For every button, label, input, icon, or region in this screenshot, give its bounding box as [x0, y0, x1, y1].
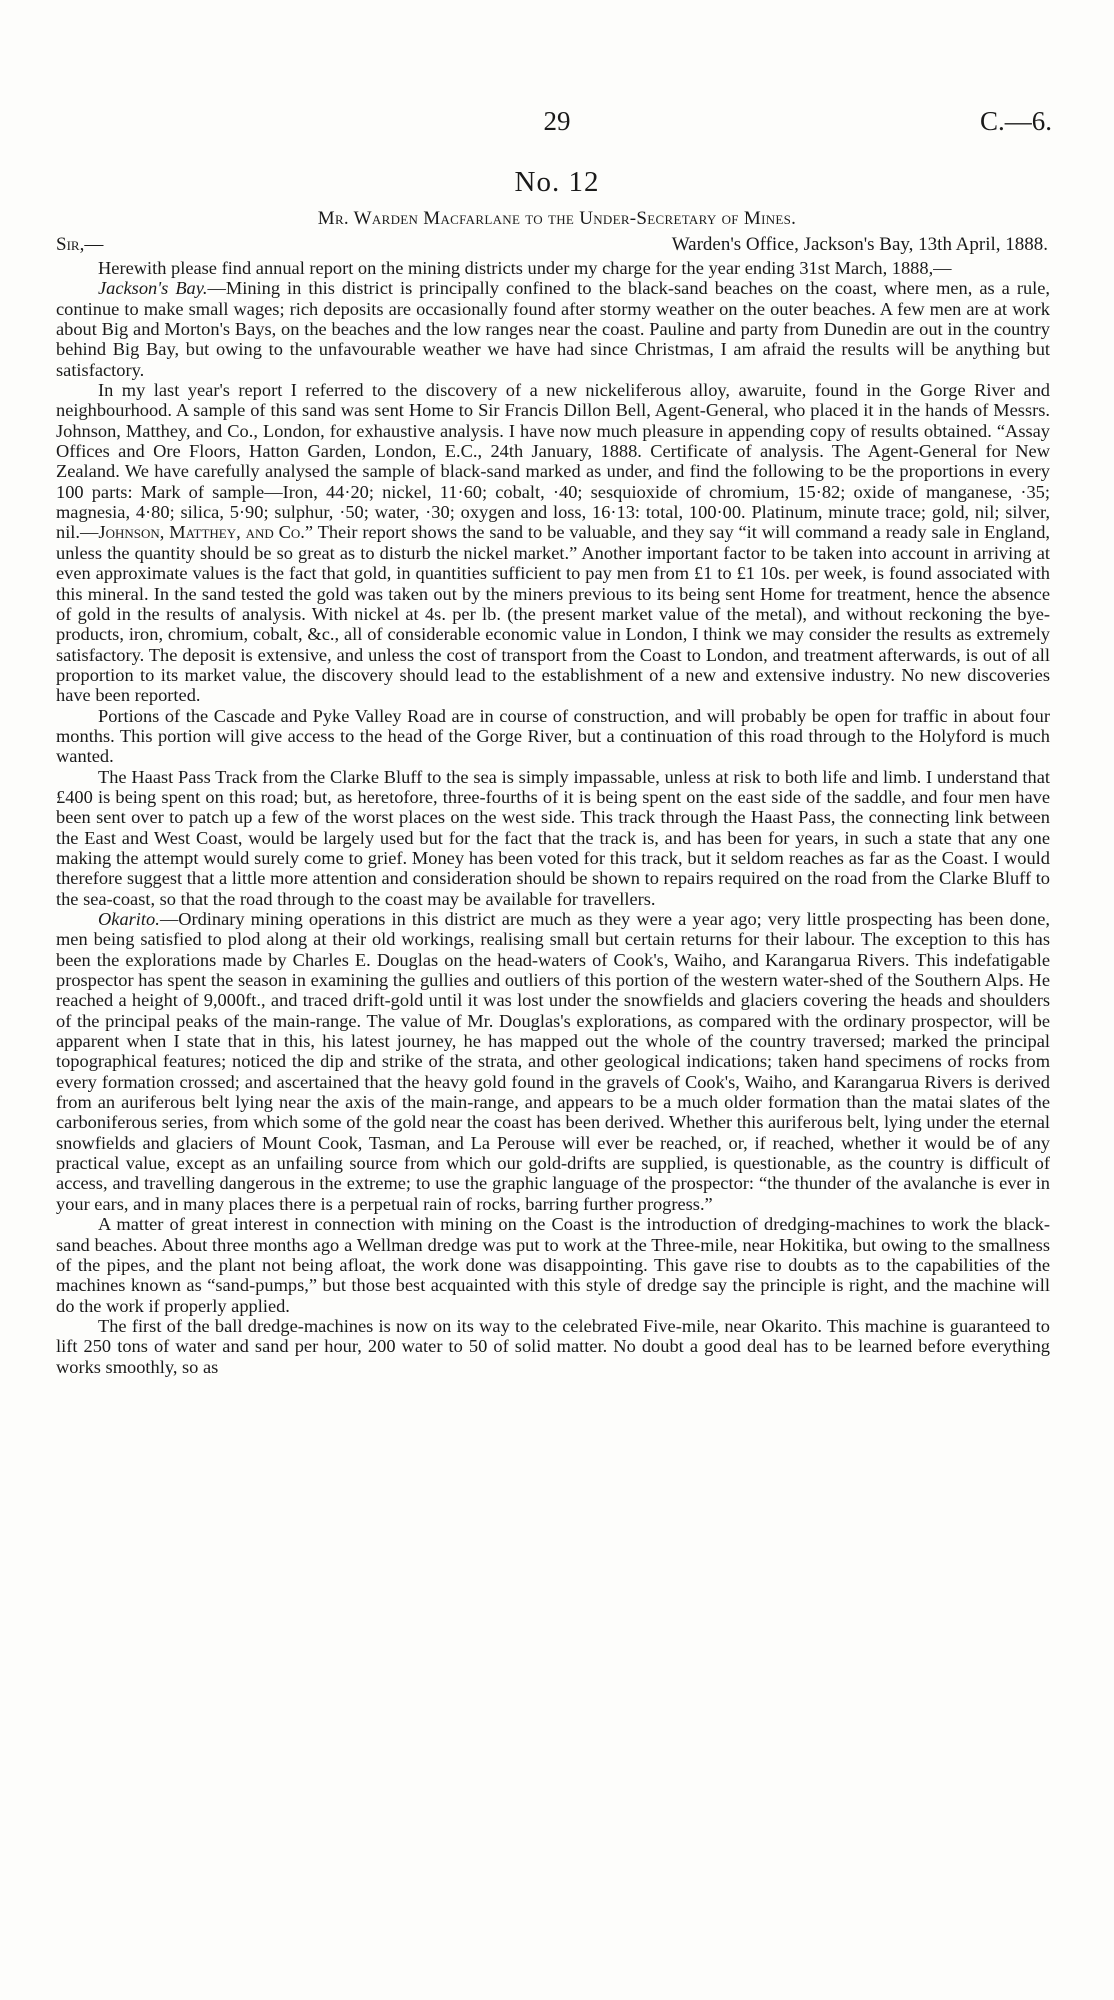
paragraph-text: The Haast Pass Track from the Clarke Bluff to the sea is simply impassable, unless at risk to both life and limb. I understand that £400 is being spent on this road; but, as heretofore, three-fourths of it is being spent on the east side of the saddle, and four men have been sent over to patch up a few of the worst places on the west side. This track through the Haast Pass, the connecting link between the East and West Coast, would be largely used but for the fact that the track is, and has been for years, in such a state that any one making the attempt would surely come to grief. Money has been voted for this track, but it seldom reaches as far as the Coast. I would therefore suggest that a little more attention and consideration should be shown to repairs required on the road from the Clarke Bluff to the sea-coast, so that the road through to the coast may be available for travellers.: [56, 766, 1050, 909]
report-body: [56, 258, 1050, 1377]
paragraph-intro: [56, 258, 1050, 278]
paragraph-text-continued: ” Their report shows the sand to be valuable, and they say “it will command a ready sale in England, unless the quantity should be so great as to disturb the nickel market.” Another important factor to be taken into account in arriving at even approximate values is the fact that gold, in quantities sufficient to pay men from £1 to £1 10s. per week, is found associated with this mineral. In the sand tested the gold was taken out by the miners previous to its being sent Home for treatment, hence the absence of gold in the results of analysis. With nickel at 4s. per lb. (the present market value of the metal), and without reckoning the bye-products, iron, chromium, cobalt, &c., all of considerable economic value in London, I think we may consider the results as extremely satisfactory. The deposit is extensive, and unless the cost of transport from the Coast to London, and treatment afterwards, is out of all proportion to its market value, the discovery should lead to the establishment of a new and extensive industry. No new discoveries have been reported.: [56, 522, 1050, 706]
salutation: Sir,—: [56, 234, 104, 255]
analyst-signoff: Johnson, Matthey, and Co.: [98, 522, 305, 543]
page-number: 29: [543, 106, 571, 136]
document-title: Mr. Warden Macfarlane to the Under-Secretary of Mines.: [317, 208, 797, 229]
section-lead-jacksons-bay: Jackson's Bay.: [98, 278, 208, 299]
paragraph-haast-pass: [56, 767, 1050, 909]
paragraph-jacksons-bay: [56, 278, 1050, 380]
paragraph-awaruite-analysis: [56, 380, 1050, 706]
paragraph-text: The first of the ball dredge-machines is now on its way to the celebrated Five-mile, near Okarito. This machine is guaranteed to lift 250 tons of water and sand per hour, 200 water to 50 of solid matter. No doubt a good deal has to be learned before everything works smoothly, so as: [56, 1315, 1050, 1377]
paragraph-okarito: [56, 909, 1050, 1214]
paragraph-ball-dredge: [56, 1316, 1050, 1377]
section-lead-okarito: Okarito.: [98, 909, 160, 929]
dateline: Warden's Office, Jackson's Bay, 13th April, 1888.: [671, 234, 1048, 255]
paragraph-text: —Mining in this district is principally confined to the black-sand beaches on the coast, where men, as a rule, continue to make small wages; rich deposits are occasionally found after stormy weather on the outer beaches. A few men are at work about Big and Morton's Bays, on the beaches and the low ranges near the coast. Pauline and party from Dunedin are out in the country behind Big Bay, but owing to the unfavourable weather we have had since Christmas, I am afraid the results will be anything but satisfactory.: [56, 278, 1051, 380]
document-reference: C.—6.: [979, 106, 1052, 136]
paragraph-text: Portions of the Cascade and Pyke Valley Road are in course of construction, and will probably be open for traffic in about four months. This portion will give access to the head of the Gorge River, but a continuation of this road through to the Holyford is much wanted.: [56, 705, 1050, 767]
paragraph-text: Herewith please find annual report on the mining districts under my charge for the year ending 31st March, 1888,—: [98, 258, 952, 278]
paragraph-text: A matter of great interest in connection with mining on the Coast is the introduction of dredging-machines to work the black-sand beaches. About three months ago a Wellman dredge was put to work at the Three-mile, near Hokitika, but owing to the smallness of the pipes, and the plant not being afloat, the work done was disappointing. This gave rise to doubts as to the capabilities of the machines known as “sand-pumps,” but those best acquainted with this style of dredge say the principle is right, and the machine will do the work if properly applied.: [56, 1214, 1050, 1316]
paragraph-dredging: [56, 1214, 1050, 1316]
paragraph-text: In my last year's report I referred to the discovery of a new nickeliferous alloy, awaruite, found in the Gorge River and neighbourhood. A sample of this sand was sent Home to Sir Francis Dillon Bell, Agent-General, who placed it in the hands of Messrs. Johnson, Matthey, and Co., London, for exhaustive analysis. I have now much pleasure in appending copy of results obtained. “Assay Offices and Ore Floors, Hatton Garden, London, E.C., 24th January, 1888. Certificate of analysis. The Agent-General for New Zealand. We have carefully analysed the sample of black-sand marked as under, and find the following to be the proportions in every 100 parts: Mark of sample—Iron, 44·20; nickel, 11·60; cobalt, ·40; sesquioxide of chromium, 15·82; oxide of manganese, ·35; magnesia, 4·80; silica, 5·90; sulphur, ·50; water, ·30; oxygen and loss, 16·13: total, 100·00. Platinum, minute trace; gold, nil; silver, nil.—: [56, 380, 1050, 543]
paragraph-cascade-road: [56, 706, 1050, 767]
document-number-heading: No. 12: [514, 166, 600, 198]
paragraph-text: —Ordinary mining operations in this district are much as they were a year ago; very little prospecting has been done, men being satisfied to plod along at their old workings, realising small but certain returns for their labour. The exception to this has been the explorations made by Charles E. Douglas on the head-waters of Cook's, Waiho, and Karangarua Rivers. This indefatigable prospector has spent the season in examining the gullies and outliers of this portion of the western water-shed of the Southern Alps. He reached a height of 9,000ft., and traced drift-gold until it was lost under the snowfields and glaciers covering the heads and shoulders of the principal peaks of the main-range. The value of Mr. Douglas's explorations, as compared with the ordinary prospector, will be apparent when I state that in this, his latest journey, he has mapped out the whole of the country traversed; marked the principal topographical features; noticed the dip and strike of the strata, and other geological indications; taken hand specimens of rocks from every formation crossed; and ascertained that the heavy gold found in the gravels of Cook's, Waiho, and Karangarua Rivers is derived from an auriferous belt lying near the axis of the main-range, and appears to be a much older formation than the matai slates of the carboniferous series, from which some of the gold near the coast has been derived. Whether this auriferous belt, lying under the eternal snowfields and glaciers of Mount Cook, Tasman, and La Perouse will ever be reached, or, if reached, whether it would be of any practical value, except as an unfailing source from which our gold-drifts are supplied, is questionable, as the country is difficult of access, and travelling dangerous in the extreme; to use the graphic language of the prospector: “the thunder of the avalanche is ever in your ears, and in many places there is a perpetual rain of rocks, barring further progress.”: [56, 909, 1050, 1214]
